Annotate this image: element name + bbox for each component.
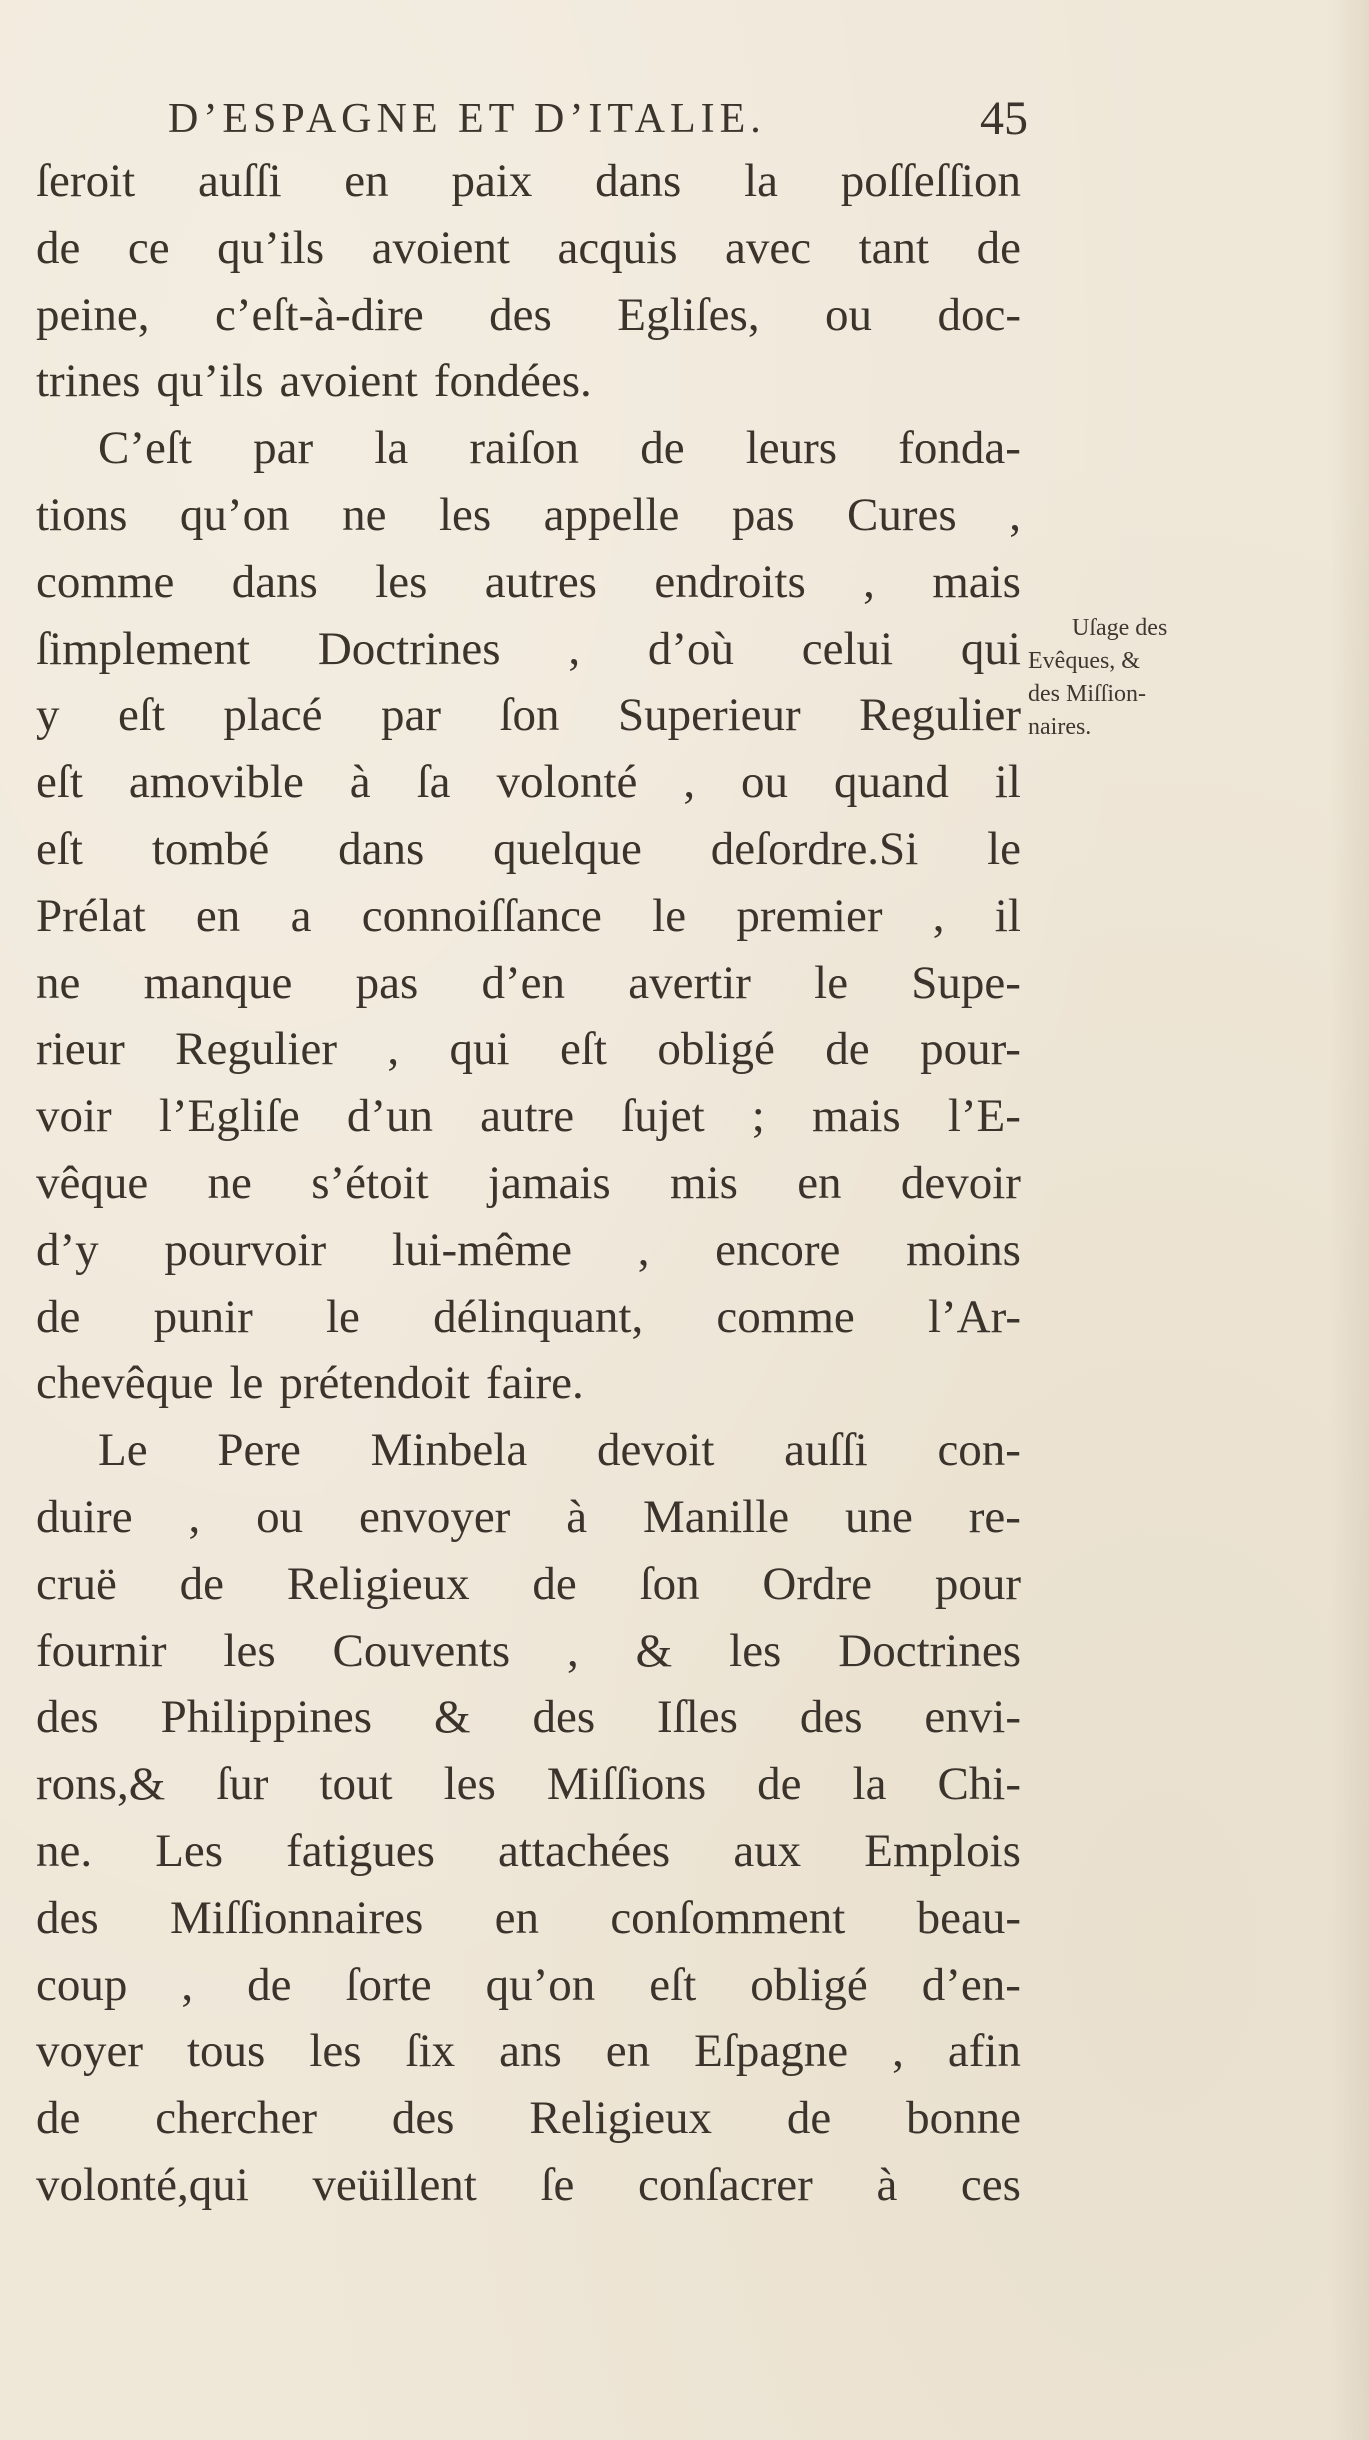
word: ne	[36, 956, 81, 1009]
text-line	[36, 1751, 1021, 1818]
margin-note	[1028, 612, 1278, 744]
word: Cures	[847, 488, 957, 541]
running-title: D’ESPAGNE ET D’ITALIE.	[168, 96, 766, 142]
word: ,	[567, 1624, 579, 1677]
margin-note-line: des Miſſion-	[1028, 681, 1146, 707]
word: bonne	[906, 2092, 1021, 2145]
word: y	[36, 689, 60, 742]
word: con-	[937, 1424, 1021, 1477]
text-line	[36, 415, 1021, 482]
word: il	[994, 889, 1021, 942]
word: premier	[736, 889, 883, 942]
running-head	[168, 92, 1028, 155]
word: volonté	[496, 756, 638, 809]
word: le	[325, 1290, 360, 1343]
word: Doctrines	[317, 622, 501, 675]
word: Le	[98, 1424, 148, 1477]
word: ,	[932, 889, 945, 942]
word: quand	[833, 756, 949, 809]
word: endroits	[654, 555, 806, 608]
word: Doctrines	[838, 1624, 1021, 1677]
text-line	[36, 2018, 1021, 2085]
word: à	[566, 1490, 588, 1543]
word: d’en-	[921, 1958, 1021, 2011]
word: le	[987, 822, 1021, 875]
word: Superieur	[617, 689, 801, 742]
word: Chi-	[937, 1758, 1021, 1811]
word: de	[640, 422, 685, 475]
word: ou	[741, 756, 789, 809]
word: ne.	[36, 1824, 93, 1877]
word: de	[36, 1290, 81, 1343]
word: une	[845, 1490, 913, 1543]
margin-note-line: Evêques, &	[1028, 648, 1140, 674]
word: qu’on	[485, 1958, 596, 2011]
word: tous	[187, 2025, 266, 2078]
page-number: 45	[980, 92, 1028, 145]
word: lui-même	[391, 1223, 573, 1276]
word: de	[976, 221, 1021, 274]
word: ;	[751, 1090, 765, 1143]
word: qui	[960, 622, 1021, 675]
word: autres	[484, 555, 597, 608]
page-edge-shadow	[1329, 0, 1369, 2440]
word: raiſon	[469, 422, 580, 475]
word: ſon	[499, 689, 560, 742]
word: les	[443, 1758, 496, 1811]
word: C’eſt	[98, 422, 192, 475]
word: pourvoir	[164, 1223, 327, 1276]
text-line	[36, 2152, 1021, 2219]
word: ces	[960, 2158, 1021, 2211]
word: envoyer	[358, 1490, 511, 1543]
text-line	[36, 1350, 1021, 1417]
word: d’où	[647, 622, 735, 675]
word: encore	[715, 1223, 841, 1276]
word: Egliſes,	[617, 288, 760, 341]
word: leurs	[745, 422, 838, 475]
word: conſacrer	[638, 2158, 813, 2211]
word: en	[494, 1891, 539, 1944]
word: manque	[143, 956, 293, 1009]
text-line	[36, 215, 1021, 282]
word: ſeroit	[36, 155, 136, 207]
text-line	[36, 2085, 1021, 2152]
word: ,	[637, 1223, 650, 1276]
word: fondées.	[433, 355, 592, 408]
word: Eſpagne	[694, 2025, 849, 2078]
word: ou	[256, 1490, 304, 1543]
word: avoient	[279, 355, 418, 408]
word: dans	[595, 155, 682, 207]
word: rieur	[36, 1023, 125, 1076]
word: ſimplement	[36, 622, 251, 675]
word: Regulier	[859, 689, 1021, 742]
word: tout	[319, 1758, 393, 1811]
word: ,	[683, 756, 696, 809]
word: cruë	[36, 1557, 117, 1610]
word: des	[799, 1691, 863, 1744]
text-line	[36, 1150, 1021, 1217]
word: dans	[231, 555, 318, 608]
text-line	[36, 883, 1021, 950]
word: il	[994, 756, 1021, 809]
word: chercher	[155, 2092, 317, 2145]
text-line	[36, 1083, 1021, 1150]
word: qu’ils	[156, 355, 264, 408]
word: voir	[36, 1090, 112, 1143]
word: s’étoit	[311, 1156, 429, 1209]
word: Couvents	[332, 1624, 511, 1677]
word: Supe-	[911, 956, 1021, 1009]
word: en	[797, 1156, 842, 1209]
word: ſe	[540, 2158, 575, 2211]
word: Philippines	[160, 1691, 373, 1744]
word: l’Ar-	[927, 1290, 1021, 1343]
word: de	[825, 1023, 870, 1076]
text-line	[36, 549, 1021, 616]
word: poſſeſſion	[840, 155, 1021, 207]
text-line	[36, 1016, 1021, 1083]
word: moins	[906, 1223, 1021, 1276]
word: tions	[36, 488, 128, 541]
word: le	[229, 1357, 264, 1410]
word: volonté,qui	[36, 2158, 249, 2211]
word: ,	[863, 555, 875, 608]
word: d’y	[36, 1223, 99, 1276]
word: devoir	[900, 1156, 1021, 1209]
word: en	[195, 889, 241, 942]
word: de	[247, 1958, 292, 2011]
word: beau-	[916, 1891, 1021, 1944]
word: de	[757, 1758, 802, 1811]
word: quelque	[493, 822, 642, 875]
word: &	[635, 1624, 673, 1677]
word: obligé	[657, 1023, 775, 1076]
word: re-	[968, 1490, 1021, 1543]
margin-note-line: naires.	[1028, 714, 1092, 740]
word: fournir	[36, 1624, 167, 1677]
word: des	[36, 1691, 99, 1744]
text-line	[36, 1484, 1021, 1551]
word: ,	[1009, 488, 1021, 541]
text-line	[36, 1217, 1021, 1284]
word: ſa	[416, 756, 451, 809]
word: Religieux	[529, 2092, 713, 2145]
word: d’un	[346, 1090, 434, 1143]
word: dans	[338, 822, 425, 875]
word: auſſi	[197, 155, 282, 207]
word: obligé	[750, 1958, 868, 2011]
word: les	[223, 1624, 276, 1677]
word: Miſſionnaires	[170, 1891, 424, 1944]
word: placé	[223, 689, 323, 742]
text-line	[36, 950, 1021, 1017]
word: a	[290, 889, 312, 942]
word: pas	[355, 956, 419, 1009]
word: celui	[801, 622, 894, 675]
word: Ordre	[762, 1557, 873, 1610]
word: ou	[825, 288, 873, 341]
word: de	[179, 1557, 225, 1610]
word: mis	[669, 1156, 738, 1209]
word: la	[852, 1758, 887, 1811]
word: le	[652, 889, 687, 942]
word: ſorte	[345, 1958, 432, 2011]
word: Religieux	[286, 1557, 470, 1610]
word: acquis	[557, 221, 678, 274]
word: amovible	[128, 756, 304, 809]
word: la	[374, 422, 409, 475]
word: ſix	[405, 2025, 456, 2078]
word: appelle	[543, 488, 680, 541]
word: chevêque	[36, 1357, 214, 1410]
text-line	[36, 348, 1021, 415]
text-line	[36, 1551, 1021, 1618]
word: des	[391, 2092, 455, 2145]
word: avoient	[371, 221, 510, 274]
text-line	[36, 482, 1021, 549]
word: en	[605, 2025, 651, 2078]
word: faire.	[485, 1357, 584, 1410]
word: des	[36, 1891, 99, 1944]
word: attachées	[498, 1824, 671, 1877]
word: trines	[36, 355, 141, 408]
word: eſt	[649, 1958, 697, 2011]
text-line	[36, 1284, 1021, 1351]
word: Prélat	[36, 889, 146, 942]
body-text	[36, 148, 1021, 2219]
word: à	[876, 2158, 898, 2211]
word: conſomment	[610, 1891, 846, 1944]
word: la	[744, 155, 779, 207]
word: ſon	[639, 1557, 700, 1610]
word: pour-	[920, 1023, 1021, 1076]
word: pas	[731, 488, 795, 541]
text-line	[36, 1952, 1021, 2019]
word: duire	[36, 1490, 133, 1543]
word: des	[489, 288, 552, 341]
word: d’en	[481, 956, 566, 1009]
word: l’Egliſe	[158, 1090, 300, 1143]
word: comme	[716, 1290, 855, 1343]
word: punir	[153, 1290, 253, 1343]
word: voyer	[36, 2025, 144, 2078]
word: Regulier	[175, 1023, 337, 1076]
word: Manille	[642, 1490, 790, 1543]
text-line	[36, 616, 1021, 683]
text-line	[36, 1818, 1021, 1885]
word: afin	[947, 2025, 1021, 2078]
word: ,	[387, 1023, 400, 1076]
text-line	[36, 816, 1021, 883]
word: ans	[499, 2025, 562, 2078]
word: mais	[932, 555, 1021, 608]
word: Emplois	[864, 1824, 1021, 1877]
word: à	[349, 756, 371, 809]
word: Iſles	[657, 1691, 738, 1744]
word: eſt	[36, 756, 83, 809]
word: ,	[181, 1958, 194, 2011]
word: ne	[342, 488, 387, 541]
word: avec	[725, 221, 812, 274]
word: les	[438, 488, 492, 541]
word: ,	[568, 622, 581, 675]
word: les	[309, 2025, 362, 2078]
text-line	[36, 749, 1021, 816]
word: fatigues	[286, 1824, 435, 1877]
word: doc-	[937, 288, 1021, 341]
word: de	[36, 221, 81, 274]
text-line	[36, 1618, 1021, 1685]
text-line	[36, 1417, 1021, 1484]
word: paix	[451, 155, 533, 207]
word: qu’on	[179, 488, 290, 541]
word: connoiſſance	[361, 889, 602, 942]
word: devoit	[596, 1424, 715, 1477]
word: des	[532, 1691, 596, 1744]
word: ſujet	[621, 1090, 705, 1143]
word: ce	[127, 221, 170, 274]
word: prétendoit	[279, 1357, 470, 1410]
word: par	[253, 422, 314, 475]
word: les	[375, 555, 428, 608]
word: ,	[188, 1490, 201, 1543]
word: Pere	[217, 1424, 301, 1477]
word: ne	[207, 1156, 252, 1209]
word: en	[344, 155, 389, 207]
text-line	[36, 148, 1021, 215]
word: Les	[155, 1824, 224, 1877]
word: vêque	[36, 1156, 149, 1209]
word: avertir	[628, 956, 751, 1009]
word: de	[36, 2092, 81, 2145]
word: l’E-	[947, 1090, 1021, 1143]
word: envi-	[924, 1691, 1021, 1744]
word: eſt	[117, 689, 165, 742]
word: c’eſt-à-dire	[214, 288, 424, 341]
word: Minbela	[370, 1424, 528, 1477]
word: &	[434, 1691, 471, 1744]
word: de	[786, 2092, 832, 2145]
text-line	[36, 1885, 1021, 1952]
word: deſordre.Si	[710, 822, 919, 875]
word: ſur	[216, 1758, 269, 1811]
text-line	[36, 682, 1021, 749]
word: rons,&	[36, 1758, 166, 1811]
word: par	[380, 689, 441, 742]
word: tombé	[151, 822, 270, 875]
word: délinquant,	[433, 1290, 644, 1343]
word: tant	[858, 221, 930, 274]
text-line	[36, 282, 1021, 349]
word: autre	[480, 1090, 575, 1143]
word: ,	[892, 2025, 904, 2078]
word: Miſſions	[546, 1758, 707, 1811]
word: mais	[811, 1090, 901, 1143]
word: comme	[36, 555, 175, 608]
margin-note-line: Uſage des	[1072, 615, 1168, 641]
text-line	[36, 1684, 1021, 1751]
word: de	[532, 1557, 577, 1610]
word: le	[814, 956, 849, 1009]
word: aux	[733, 1824, 802, 1877]
word: peine,	[36, 288, 150, 341]
word: pour	[934, 1557, 1021, 1610]
word: fonda-	[898, 422, 1021, 475]
word: eſt	[560, 1023, 607, 1076]
word: coup	[36, 1958, 128, 2011]
word: qu’ils	[217, 221, 325, 274]
word: auſſi	[784, 1424, 868, 1477]
word: veüillent	[312, 2158, 477, 2211]
word: jamais	[487, 1156, 611, 1209]
word: les	[729, 1624, 782, 1677]
word: eſt	[36, 822, 83, 875]
word: qui	[449, 1023, 510, 1076]
